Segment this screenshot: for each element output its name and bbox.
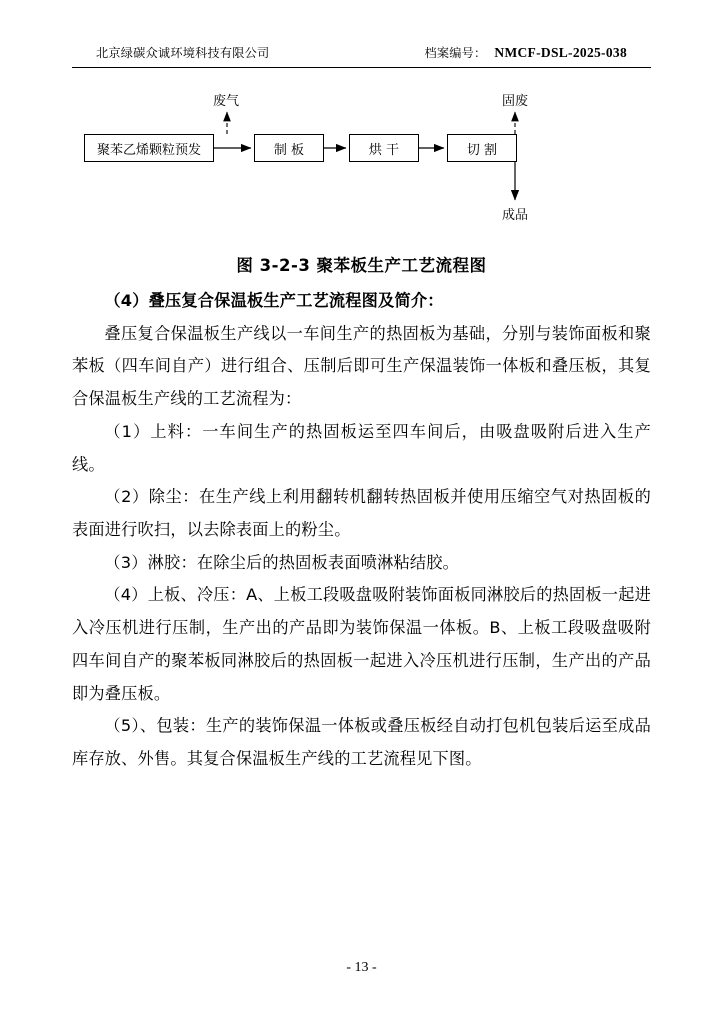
company-name: 北京绿碳众诚环境科技有限公司 xyxy=(96,46,270,60)
archive-code: NMCF-DSL-2025-038 xyxy=(494,45,627,60)
diagram-label-product: 成品 xyxy=(502,208,529,223)
archive-label: 档案编号： xyxy=(424,46,487,60)
diagram-box-cutting: 切 割 xyxy=(447,134,517,162)
process-flow-diagram xyxy=(72,90,651,240)
diagram-box-board-making: 制 板 xyxy=(254,134,324,162)
page-footer: - 13 - xyxy=(346,960,377,975)
paragraph-step-3: （3）淋胶：在除尘后的热固板表面喷淋粘结胶。 xyxy=(104,552,460,572)
diagram-box-drying: 烘 干 xyxy=(349,134,419,162)
paragraph-step-2: （2）除尘：在生产线上利用翻转机翻转热固板并使用压缩空气对热固板的表面进行吹扫，以去除表面上的粉尘。 xyxy=(72,487,651,540)
paragraph-step-1: （1）上料：一车间生产的热固板运至四车间后，由吸盘吸附后进入生产线。 xyxy=(72,421,651,474)
paragraph-step-4: （4）上板、冷压：A、上板工段吸盘吸附装饰面板同淋胶后的热固板一起进入冷压机进行压制，生产出的产品即为装饰保温一体板。B、上板工段吸盘吸附四车间自产的聚苯板同淋胶后的热固板一起进入冷压机进行压制，生产出的产品即为叠压板。 xyxy=(72,585,651,703)
archive-number xyxy=(424,44,627,61)
diagram-box-pre-expansion: 聚苯乙烯颗粒预发 xyxy=(84,134,214,162)
diagram-label-waste-gas: 废气 xyxy=(213,94,240,109)
flow-arrows xyxy=(72,90,651,240)
section-title: （4）叠压复合保温板生产工艺流程图及简介： xyxy=(104,291,444,310)
paragraph-overview: 叠压复合保温板生产线以一车间生产的热固板为基础，分别与装饰面板和聚苯板（四车间自产）进行组合、压制后即可生产保温装饰一体板和叠压板，其复合保温板生产线的工艺流程为： xyxy=(72,323,651,409)
diagram-label-solid-waste: 固废 xyxy=(502,94,529,109)
paragraph-step-5: （5）、包装：生产的装饰保温一体板或叠压板经自动打包机包装后运至成品库存放、外售。其复合保温板生产线的工艺流程见下图。 xyxy=(72,716,651,769)
figure-caption: 图 3-2-3 聚苯板生产工艺流程图 xyxy=(236,256,487,275)
page-header xyxy=(72,44,651,68)
